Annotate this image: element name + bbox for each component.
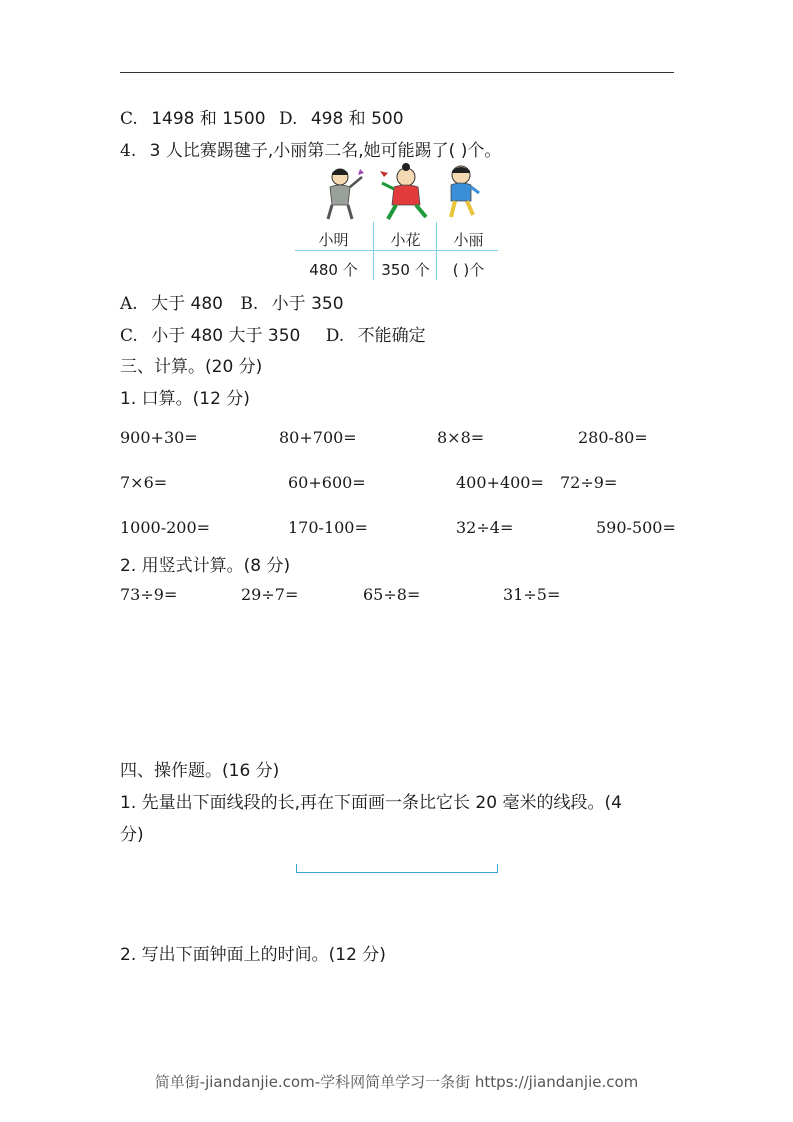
oral-problem: 72÷9= bbox=[560, 473, 618, 492]
vertical-problem: 31÷5= bbox=[503, 585, 561, 604]
table-divider-horizontal bbox=[295, 250, 498, 251]
q4-stem-text: 3 人比赛踢毽子,小丽第二名,她可能踢了( )个。 bbox=[149, 141, 502, 161]
option-c-label: C. bbox=[120, 326, 138, 346]
kid-xiaoming-illustration bbox=[318, 165, 368, 223]
q4-options-ab bbox=[120, 289, 344, 314]
option-a-label: A. bbox=[120, 294, 138, 314]
q4-stem bbox=[120, 136, 501, 161]
table-value-xiaohua: 350 个 bbox=[381, 261, 430, 279]
q4-options-cd bbox=[120, 321, 426, 346]
option-c-text: 1498 和 1500 bbox=[151, 109, 266, 129]
oral-problem: 400+400= bbox=[456, 473, 544, 492]
option-c-label: C. bbox=[120, 109, 138, 129]
kid-xiaoli-illustration bbox=[443, 163, 483, 221]
vertical-problem: 73÷9= bbox=[120, 585, 178, 604]
oral-problem: 60+600= bbox=[288, 473, 366, 492]
oral-problem: 8×8= bbox=[437, 428, 485, 447]
option-d-label: D. bbox=[278, 109, 298, 129]
q3-options-cd bbox=[120, 104, 404, 129]
oral-problem: 1000-200= bbox=[120, 518, 211, 537]
option-d-text: 498 和 500 bbox=[310, 109, 404, 129]
section4-q1-line1: 1. 先量出下面线段的长,再在下面画一条比它长 20 毫米的线段。(4 bbox=[120, 793, 622, 813]
oral-problem: 900+30= bbox=[120, 428, 198, 447]
option-a-text: 大于 480 bbox=[151, 294, 223, 314]
table-name-xiaoli: 小丽 bbox=[453, 231, 484, 249]
oral-problem: 280-80= bbox=[578, 428, 648, 447]
line-segment-to-measure bbox=[296, 864, 498, 873]
section3-q1-title: 1. 口算。(12 分) bbox=[120, 389, 250, 409]
table-value-xiaoming: 480 个 bbox=[309, 261, 358, 279]
section4-title: 四、操作题。(16 分) bbox=[120, 761, 280, 781]
footer-watermark: 简单街-jiandanjie.com-学科网简单学习一条街 https://jiandanjie.com bbox=[154, 1073, 639, 1091]
q4-number: 4. bbox=[120, 141, 137, 161]
oral-problem: 590-500= bbox=[596, 518, 676, 537]
option-d-text: 不能确定 bbox=[357, 326, 426, 346]
top-rule bbox=[120, 72, 674, 73]
oral-problem: 80+700= bbox=[279, 428, 357, 447]
option-c-text: 小于 480 大于 350 bbox=[151, 326, 301, 346]
table-name-xiaohua: 小花 bbox=[390, 231, 421, 249]
oral-problem: 7×6= bbox=[120, 473, 168, 492]
section4-q2-title: 2. 写出下面钟面上的时间。(12 分) bbox=[120, 945, 386, 965]
section3-title: 三、计算。(20 分) bbox=[120, 357, 263, 377]
oral-problem: 32÷4= bbox=[456, 518, 514, 537]
section4-q1-line2: 分) bbox=[120, 825, 144, 845]
option-b-label: B. bbox=[240, 294, 259, 314]
q4-score-table bbox=[295, 222, 498, 280]
kid-xiaohua-illustration bbox=[378, 163, 434, 223]
table-value-xiaoli: ( )个 bbox=[452, 261, 485, 279]
option-d-label: D. bbox=[325, 326, 345, 346]
option-b-text: 小于 350 bbox=[271, 294, 344, 314]
oral-problem: 170-100= bbox=[288, 518, 368, 537]
section3-q2-title: 2. 用竖式计算。(8 分) bbox=[120, 556, 291, 576]
table-name-xiaoming: 小明 bbox=[318, 231, 349, 249]
vertical-problem: 65÷8= bbox=[363, 585, 421, 604]
vertical-problem: 29÷7= bbox=[241, 585, 299, 604]
